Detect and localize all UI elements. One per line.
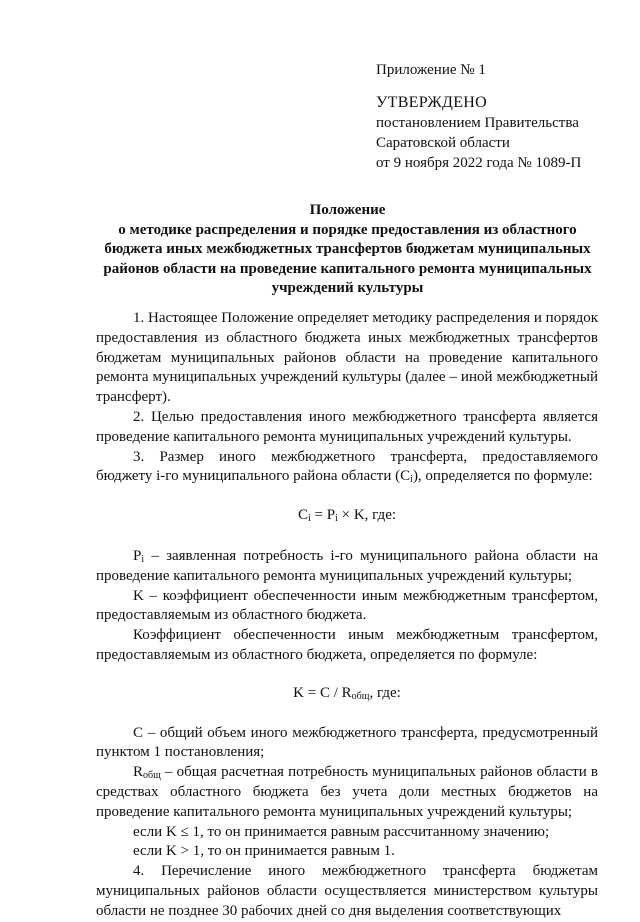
approved-line-1: постановлением Правительства xyxy=(376,115,579,131)
subscript: i xyxy=(141,553,145,565)
appendix-label: Приложение № 1 xyxy=(376,62,486,78)
document-title xyxy=(100,201,595,299)
paragraph-3-text: 3. Размер иного межбюджетного трансферта, предоставляемого бюджету i-го муниципального района области (C xyxy=(96,448,598,485)
paragraph-11: 4. Перечисление иного межбюджетного трансферта бюджетам муниципальных районов области осуществляется министерством культуры области не позднее 30 рабочих дней со дня выделения соответствующих xyxy=(96,863,598,919)
paragraph-4 xyxy=(96,547,598,587)
paragraph-7: C – общий объем иного межбюджетного трансферта, предусмотренный пунктом 1 постановления; xyxy=(96,724,598,761)
symbol: P xyxy=(133,547,142,564)
paragraph-9: если K ≤ 1, то он принимается равным рассчитанному значению; xyxy=(133,823,550,840)
formula-1-part: C xyxy=(297,507,308,524)
paragraph-8-text: – общая расчетная потребность муниципальных районов области в средствах областного бюджета без учета доли местных бюджетов на проведение капитального ремонта муниципальных учреждений культуры; xyxy=(96,764,598,820)
paragraph-5: K – коэффициент обеспеченности иным межбюджетным трансфертом, предоставляемым из областного бюджета. xyxy=(96,587,598,624)
subscript: общ xyxy=(351,690,370,702)
subscript: i xyxy=(410,474,413,486)
subscript: i xyxy=(335,513,338,525)
paragraph-6: Коэффициент обеспеченности иным межбюджетным трансфертом, предоставляемым из областного бюджета, определяется по формуле: xyxy=(96,627,598,663)
formula-1 xyxy=(96,506,598,526)
subscript: i xyxy=(307,513,311,525)
title-line-1: Положение xyxy=(309,202,386,218)
formula-1-part: × K, где: xyxy=(337,507,397,524)
paragraph-10: если K > 1, то он принимается равным 1. xyxy=(133,843,395,860)
approved-stamp: УТВЕРЖДЕНО xyxy=(376,94,488,111)
title-line-2: о методике распределения и порядке предоставления из областного бюджета иных межбюджетных трансфертов бюджетам муниципальных районов области на проведение капитального ремонта муниципальных учреждений культуры xyxy=(103,221,592,296)
symbol: R xyxy=(133,764,144,781)
formula-2-part: K = C / R xyxy=(293,684,352,701)
formula-1-part: = P xyxy=(310,507,336,524)
paragraph-2: 2. Целью предоставления иного межбюджетного трансферта является проведение капитального ремонта муниципальных учреждений культуры. xyxy=(96,408,598,445)
approval-block xyxy=(376,60,626,173)
approved-line-3: от 9 ноября 2022 года № 1089-П xyxy=(376,155,582,171)
paragraph-1: 1. Настоящее Положение определяет методику распределения и порядок предоставления из областного бюджета иных межбюджетных трансфертов бюджетам муниципальных районов области на проведение капитального ремонта муниципальных учреждений культуры (далее – иной межбюджетный трансферт). xyxy=(96,310,599,406)
document-body xyxy=(96,309,598,922)
subscript: общ xyxy=(143,770,161,782)
paragraph-3 xyxy=(96,448,598,488)
paragraph-4-text: – заявленная потребность i-го муниципального района области на проведение капитального ремонта муниципальных учреждений культуры; xyxy=(96,547,598,584)
paragraph-3-text-end: ), определяется по формуле: xyxy=(412,468,593,485)
formula-2-part: , где: xyxy=(369,684,401,701)
formula-2 xyxy=(96,684,598,704)
approved-line-2: Саратовской области xyxy=(376,135,510,151)
paragraph-8 xyxy=(96,763,598,822)
